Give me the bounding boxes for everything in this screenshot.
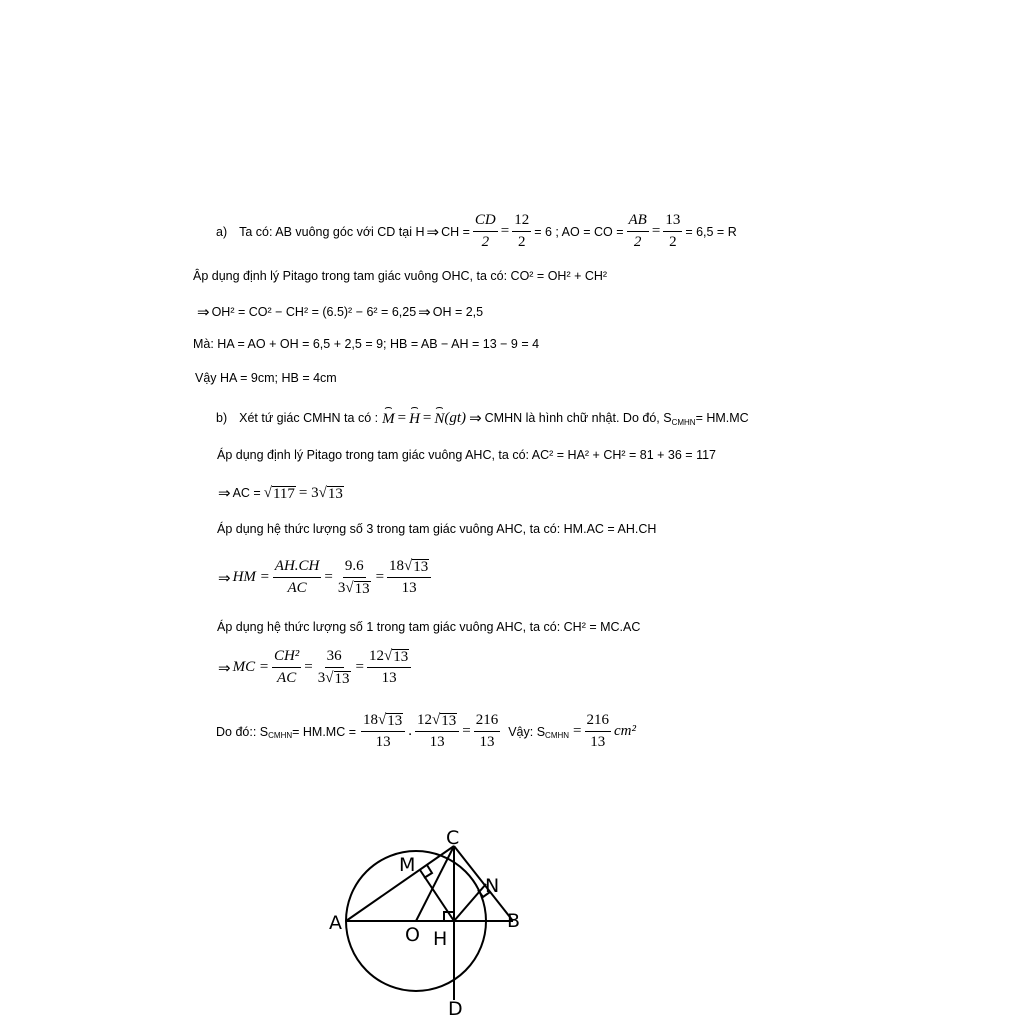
vay-label: Vậy: S	[508, 724, 546, 739]
three-coef: 3	[337, 580, 346, 596]
segment-hn	[454, 884, 486, 921]
label-a: A	[329, 912, 342, 934]
ch2-over-ac	[272, 648, 301, 687]
hm-formula	[218, 558, 434, 597]
pitago-ahc-text: Áp dụng định lý Pitago trong tam giác vuông AHC, ta có: AC² = HA² + CH² = 81 + 36 = 117	[217, 448, 717, 462]
part-a-line4	[193, 337, 539, 351]
part-b-line5	[217, 620, 640, 634]
ac-label: AC =	[232, 486, 261, 500]
angle-h: ⌢ H	[409, 408, 420, 428]
label-h: H	[433, 928, 448, 950]
ha-hb-calc: Mà: HA = AO + OH = 6,5 + 2,5 = 9; HB = AB − AH = 13 − 9 = 4	[193, 337, 540, 351]
part-a-line5	[195, 371, 337, 385]
implies-symbol: ⇒	[197, 304, 210, 321]
ha-hb-conclusion: Vậy HA = 9cm; HB = 4cm	[195, 371, 337, 385]
relation-3-text: Áp dụng hệ thức lượng số 3 trong tam giác vuông AHC, ta có: HM.AC = AH.CH	[217, 522, 657, 536]
denominator-3sqrt13	[316, 668, 353, 687]
label-c: C	[446, 827, 460, 849]
numerator-12sqrt13	[415, 712, 459, 732]
mc-formula	[218, 648, 414, 687]
radicand-13: 13	[334, 671, 350, 687]
twelve-denominator: 2	[517, 234, 526, 250]
radicand-13: 13	[393, 649, 409, 665]
thirteen-denominator: 2	[669, 234, 677, 250]
eighteen-coef: 18	[363, 712, 379, 728]
six-and-ao: = 6 ; AO = CO =	[534, 224, 624, 239]
angle-n: ⌢ N	[434, 408, 444, 428]
denominator-13: 13	[381, 670, 397, 686]
denominator-13: 13	[401, 580, 417, 596]
sqrt-13: √ 13	[404, 558, 429, 575]
radicand-13: 13	[413, 559, 429, 575]
denominator-13: 13	[429, 734, 445, 750]
sqrt-13: √ 13	[325, 670, 350, 687]
denominator-13: 13	[375, 734, 391, 750]
sqrt-13: √ 13	[383, 648, 409, 665]
sqrt-13: √ 13	[345, 580, 370, 597]
mc-label: MC =	[232, 659, 269, 675]
twelve-coef: 12	[417, 712, 433, 728]
numerator-216: 216	[474, 712, 501, 732]
three-coef: 3	[317, 670, 326, 686]
numerator-9-6: 9.6	[343, 558, 366, 578]
s-subscript-cmhn: CMHN	[671, 417, 696, 427]
relation-1-text: Áp dụng hệ thức lượng số 1 trong tam giác vuông AHC, ta có: CH² = MC.AC	[217, 620, 641, 634]
thirteen-numerator: 13	[663, 212, 682, 232]
216-over-13	[585, 712, 612, 751]
s-subscript-cmhn: CMHN	[268, 731, 293, 740]
implies-symbol: ⇒	[426, 223, 440, 241]
area-result-line	[216, 712, 636, 751]
part-a-label: a)	[216, 224, 228, 239]
equals-sign: =	[462, 723, 471, 739]
part-b-line4	[217, 522, 656, 536]
part-a-line1	[216, 212, 737, 251]
denominator-3sqrt13	[336, 578, 373, 597]
18sqrt13-over-13	[387, 558, 431, 597]
sqrt-117: √ 117	[263, 484, 295, 502]
ch-equals: CH =	[441, 224, 470, 239]
equals-sign: =	[355, 659, 364, 675]
18sqrt13-over-13	[361, 712, 405, 751]
label-b: B	[507, 910, 521, 932]
implies-symbol: ⇒	[218, 659, 231, 677]
radicand-117: 117	[272, 485, 295, 502]
implies-symbol: ⇒	[218, 485, 231, 502]
denominator-13: 13	[590, 734, 606, 750]
sqrt-13: √ 13	[378, 712, 403, 729]
r-result: = 6,5 = R	[685, 224, 737, 239]
equals-sign: =	[651, 223, 661, 239]
label-m: M	[399, 854, 416, 876]
ab-numerator: AB	[627, 212, 649, 232]
unit-cm2: cm²	[614, 723, 637, 739]
oh-result: OH = 2,5	[432, 305, 484, 319]
equals-sign: =	[304, 659, 313, 675]
numerator-36: 36	[325, 648, 344, 668]
ac-denominator: AC	[277, 670, 297, 686]
part-b-line2	[217, 448, 716, 462]
part-a-line2	[193, 269, 607, 283]
twelve-numerator: 12	[512, 212, 531, 232]
oh-squared-calc: OH² = CO² − CH² = (6.5)² − 6² = 6,25	[211, 305, 417, 319]
radicand-13: 13	[354, 581, 370, 597]
sqrt-13: √ 13	[318, 484, 343, 502]
angle-m: ⌢ M	[382, 408, 395, 428]
rectangle-conclusion: CMHN là hình chữ nhật. Do đó, S	[484, 411, 672, 425]
radicand-13: 13	[441, 713, 457, 729]
216-over-13	[474, 712, 501, 751]
hm-label: HM =	[232, 569, 270, 585]
cd-over-2	[473, 212, 498, 251]
part-b-label: b)	[216, 411, 228, 425]
radicand-13: 13	[387, 713, 403, 729]
area-formula: = HM.MC	[695, 411, 749, 425]
part-a-line3	[197, 303, 483, 321]
implies-symbol: ⇒	[418, 304, 431, 321]
ahch-numerator: AH.CH	[273, 558, 322, 578]
part-b-line1	[216, 408, 749, 428]
part-b-line3	[218, 484, 344, 502]
96-over-3sqrt13	[336, 558, 373, 597]
12sqrt13-over-13	[367, 648, 411, 687]
geometry-figure	[320, 820, 540, 1018]
ahch-over-ac	[273, 558, 322, 597]
ab-denominator: 2	[633, 234, 642, 250]
radicand-13: 13	[327, 485, 343, 502]
numerator-12sqrt13	[367, 648, 411, 668]
denominator-13: 13	[479, 734, 495, 750]
pitago-ohc-text: Âp dụng định lý Pitago trong tam giác vuông OHC, ta có: CO² = OH² + CH²	[193, 269, 608, 283]
equals-sign: =	[375, 569, 385, 585]
equals-sign: =	[324, 569, 333, 585]
numerator-216: 216	[585, 712, 612, 732]
thirteen-over-2	[663, 212, 682, 251]
36-over-3sqrt13	[316, 648, 353, 687]
cd-denominator: 2	[481, 234, 490, 250]
part-a-intro: Ta có: AB vuông góc với CD tại H	[239, 224, 425, 239]
cd-numerator: CD	[473, 212, 498, 232]
twelve-over-2	[512, 212, 531, 251]
ac-three: = 3	[298, 484, 319, 501]
implies-symbol: ⇒	[469, 410, 482, 427]
label-o: O	[405, 924, 420, 946]
part-b-intro: Xét tứ giác CMHN ta có :	[239, 411, 379, 425]
label-d: D	[448, 998, 463, 1018]
ac-denominator: AC	[287, 580, 307, 596]
eighteen-coef: 18	[389, 558, 405, 574]
twelve-coef: 12	[368, 648, 384, 664]
label-n: N	[485, 875, 500, 897]
equals-sign: =	[573, 723, 582, 739]
ch2-numerator: CH²	[272, 648, 301, 668]
numerator-18sqrt13	[361, 712, 405, 732]
equals-sign: =	[422, 409, 432, 426]
equals-sign: =	[500, 223, 510, 239]
given-marker: (gt)	[444, 409, 467, 426]
12sqrt13-over-13	[415, 712, 459, 751]
s-subscript-cmhn: CMHN	[545, 731, 570, 740]
implies-symbol: ⇒	[218, 569, 231, 587]
equals-sign: =	[397, 409, 407, 426]
sqrt-13: √ 13	[432, 712, 457, 729]
segment-oc	[416, 846, 454, 921]
hm-mc-equals: = HM.MC =	[292, 724, 357, 739]
do-do-label: Do đó:: S	[216, 724, 269, 739]
numerator-18sqrt13	[387, 558, 431, 578]
ab-over-2	[627, 212, 649, 251]
multiply-dot: .	[408, 723, 413, 739]
